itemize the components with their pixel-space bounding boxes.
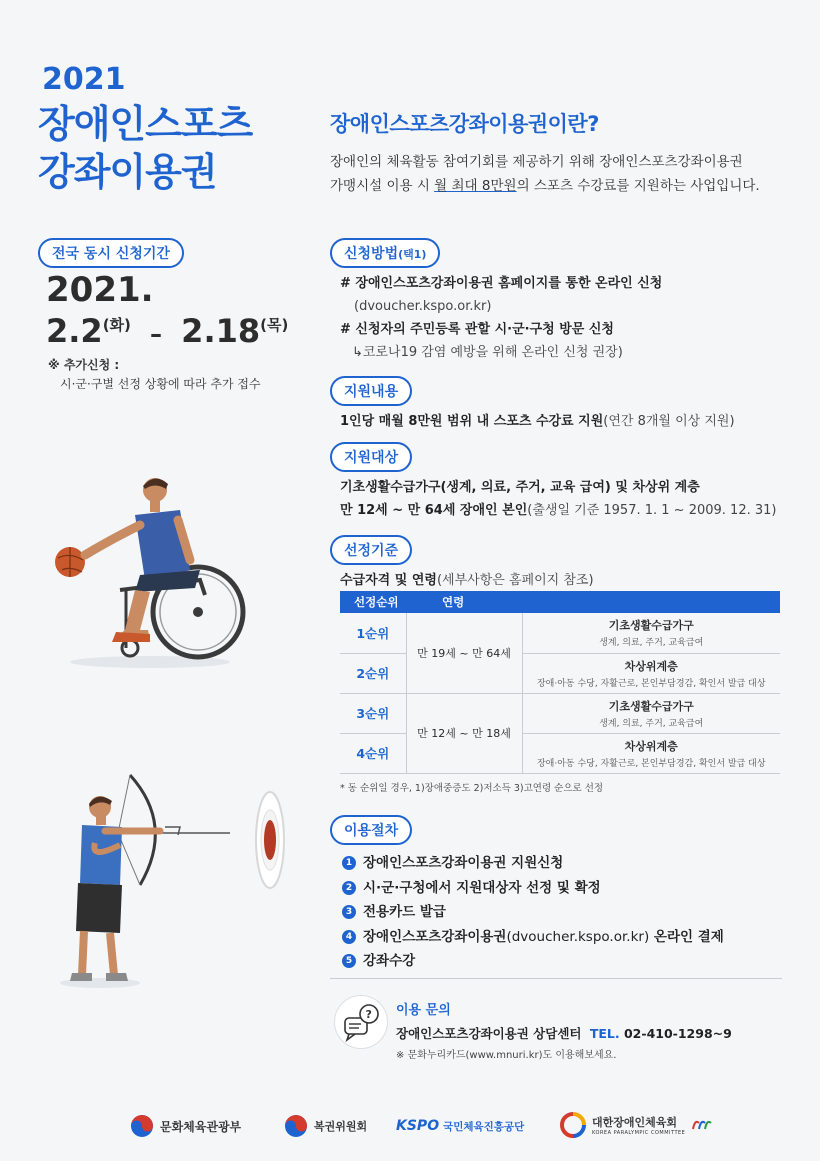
year-heading: 2021 [42, 62, 126, 97]
footer-org3-label: 국민체육진흥공단 [443, 1120, 525, 1133]
qualification-cell [522, 613, 780, 653]
target-content [340, 476, 776, 522]
period-end-day: (목) [260, 316, 289, 334]
intro-title: 장애인스포츠강좌이용권이란? [330, 112, 599, 136]
step-number: 2 [342, 881, 356, 895]
period-end: 2.18 [181, 312, 261, 350]
footer-org1-label: 문화체육관광부 [160, 1119, 242, 1134]
age-group-cell: 만 12세 ~ 만 18세 [406, 693, 522, 773]
support-text-light: (연간 8개월 이상 지원) [603, 414, 735, 429]
procedure-step [342, 851, 724, 876]
title-line-2: 강좌이용권 [38, 150, 217, 194]
apply-item-2: # 신청자의 주민등록 관할 시·군·구청 방문 신청 [340, 322, 614, 337]
qualification-sub: 생계, 의료, 주거, 교육급여 [599, 638, 704, 649]
contact-tel-label: TEL. [589, 1026, 620, 1041]
step-number: 5 [342, 954, 356, 968]
period-badge: 전국 동시 신청기간 [38, 238, 184, 268]
support-badge: 지원내용 [330, 376, 412, 406]
contact-block [396, 999, 732, 1061]
period-badge-wrap [38, 238, 184, 268]
apply-item-2-note: ↳코로나19 감염 예방을 위해 온라인 신청 권장) [352, 345, 623, 360]
procedure-step [342, 925, 724, 950]
apply-item-1: # 장애인스포츠강좌이용권 홈페이지를 통한 온라인 신청 [340, 276, 663, 291]
step-text: 장애인스포츠강좌이용권 지원신청 [363, 855, 564, 871]
criteria-section [330, 535, 594, 592]
step-number: 4 [342, 930, 356, 944]
extra-text: 시·군·구별 선정 상황에 따라 추가 접수 [60, 377, 261, 391]
target-section [330, 442, 776, 522]
qualification-title: 기초생활수급가구 [608, 699, 694, 713]
criteria-table [340, 591, 780, 774]
qualification-title: 차상위계층 [624, 739, 678, 753]
procedure-section [330, 815, 724, 974]
qualification-title: 기초생활수급가구 [608, 619, 694, 633]
qualification-sub: 장애·아동 수당, 자활근로, 본인부담경감, 확인서 발급 대상 [536, 758, 766, 769]
period-separator: – [150, 320, 163, 348]
period-dates [46, 312, 288, 350]
taegeuk-icon [130, 1114, 154, 1138]
procedure-step [342, 876, 724, 901]
period-start-day: (화) [102, 316, 131, 334]
footer-org2-label: 복권위원회 [314, 1120, 368, 1133]
paralympic-agitos-icon [691, 1117, 713, 1133]
footer-org-kpc [560, 1112, 713, 1138]
step-text-url: (dvoucher.kspo.or.kr) [506, 928, 650, 945]
footer-org-kspo [396, 1118, 524, 1134]
contact-center: 장애인스포츠강좌이용권 상담센터 [396, 1026, 582, 1041]
apply-section [330, 238, 662, 364]
apply-item-1-url: (dvoucher.kspo.or.kr) [354, 299, 492, 314]
qualification-cell [522, 693, 780, 733]
contact-note: ※ 문화누리카드(www.mnuri.kr)도 이용해보세요. [396, 1050, 617, 1061]
taegeuk-icon [284, 1114, 308, 1138]
procedure-badge: 이용절차 [330, 815, 412, 845]
age-group-cell: 만 19세 ~ 만 64세 [406, 613, 522, 693]
step-text: 장애인스포츠강좌이용권 [363, 928, 507, 945]
contact-icon-wrap [334, 995, 388, 1049]
section-divider [330, 978, 782, 979]
support-section [330, 376, 735, 433]
criteria-subtitle-light: (세부사항은 홈페이지 참조) [436, 573, 594, 588]
intro-highlight: 월 최대 8만원 [434, 178, 517, 194]
criteria-badge: 선정기준 [330, 535, 412, 565]
step-number: 1 [342, 856, 356, 870]
criteria-subtitle [340, 569, 594, 592]
footer-org-lottery [284, 1114, 367, 1138]
apply-content [340, 272, 662, 364]
contact-title: 이용 문의 [396, 1003, 451, 1018]
step-text: 시·군·구청에서 지원대상자 선정 및 확정 [363, 879, 601, 896]
col-age-header: 연령 [406, 591, 780, 613]
period-year: 2021. [46, 270, 154, 310]
criteria-subtitle-bold: 수급자격 및 연령 [340, 573, 437, 588]
step-number: 3 [342, 905, 356, 919]
footer-org-mcst [130, 1114, 241, 1138]
kpc-text [592, 1114, 685, 1136]
wheelchair-athlete-illustration [50, 470, 250, 670]
footer-org4-label: 대한장애인체육회 [592, 1116, 678, 1129]
svg-text:?: ? [365, 1008, 372, 1021]
procedure-steps [342, 851, 724, 974]
target-line-2-bold: 만 12세 ~ 만 64세 장애인 본인 [340, 503, 528, 518]
kpc-emblem-icon [560, 1112, 586, 1138]
qualification-cell [522, 653, 780, 693]
archery-illustration [60, 765, 300, 995]
procedure-step [342, 949, 724, 974]
chat-question-icon [335, 996, 389, 1050]
criteria-note: * 동 순위일 경우, 1)장애중증도 2)저소득 3)고연령 순으로 선정 [340, 783, 604, 794]
footer-org4-sub: KOREA PARALYMPIC COMMITTEE [592, 1130, 686, 1136]
extra-application [48, 356, 261, 394]
apply-badge [330, 238, 440, 268]
intro-desc-line1: 장애인의 체육활동 참여기회를 제공하기 위해 장애인스포츠강좌이용권 [330, 154, 743, 170]
target-line-2 [340, 499, 776, 522]
rank-cell: 2순위 [340, 653, 406, 693]
intro-desc-line2-pre: 가맹시설 이용 시 [330, 178, 435, 194]
step-text: 강좌수강 [363, 953, 416, 969]
rank-cell: 3순위 [340, 693, 406, 733]
apply-badge-label: 신청방법 [344, 246, 399, 262]
intro-desc-line2-post: 의 스포츠 수강료를 지원하는 사업입니다. [516, 178, 760, 194]
contact-line [396, 1024, 732, 1042]
period-start: 2.2 [46, 312, 103, 350]
col-rank-header: 선정순위 [340, 591, 406, 613]
rank-cell: 4순위 [340, 733, 406, 773]
title-line-1: 장애인스포츠 [38, 102, 253, 146]
intro-description [330, 150, 780, 198]
table-row [340, 693, 780, 733]
intro-desc-line2 [330, 174, 780, 198]
contact-tel[interactable]: 02-410-1298~9 [623, 1026, 732, 1041]
rank-cell: 1순위 [340, 613, 406, 653]
qualification-sub: 장애·아동 수당, 자활근로, 본인부담경감, 확인서 발급 대상 [536, 678, 766, 689]
kspo-logo: KSPO [396, 1118, 440, 1134]
qualification-sub: 생계, 의료, 주거, 교육급여 [599, 718, 704, 729]
page-title [38, 100, 252, 196]
procedure-step [342, 900, 724, 925]
qualification-title: 차상위계층 [624, 659, 678, 673]
qualification-cell [522, 733, 780, 773]
target-badge: 지원대상 [330, 442, 412, 472]
apply-badge-sub: (택1) [398, 248, 427, 261]
support-content [340, 410, 735, 433]
extra-label: ※ 추가신청 : [48, 358, 120, 372]
target-line-2-light: (출생일 기준 1957. 1. 1 ~ 2009. 12. 31) [527, 503, 777, 518]
step-text: 전용카드 발급 [363, 904, 446, 920]
support-text-bold: 1인당 매월 8만원 범위 내 스포츠 수강료 지원 [340, 414, 604, 429]
table-row [340, 613, 780, 653]
criteria-table-header [340, 591, 780, 613]
target-line-1: 기초생활수급가구(생계, 의료, 주거, 교육 급여) 및 차상위 계층 [340, 480, 700, 495]
step-text-post: 온라인 결제 [649, 928, 724, 945]
